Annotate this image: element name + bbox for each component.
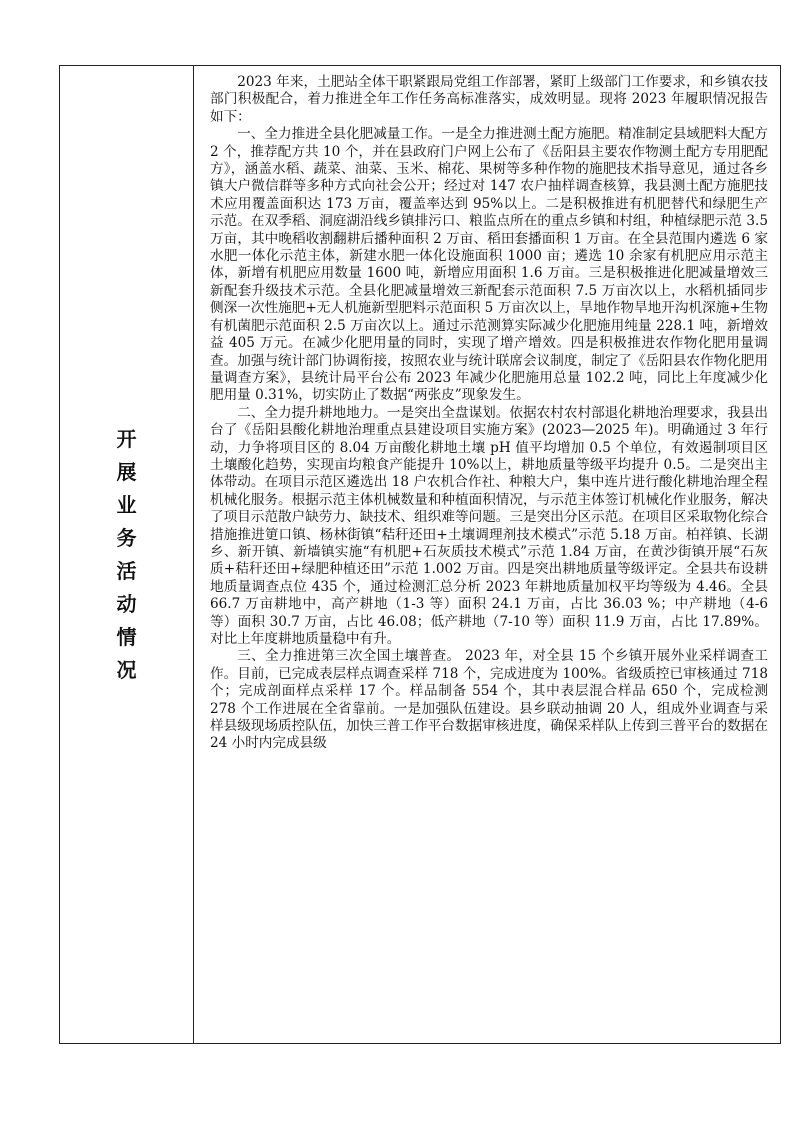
section-label-char: 务 — [116, 525, 137, 550]
report-table — [59, 65, 781, 1044]
section-label-char: 业 — [116, 492, 137, 517]
fertilizer-reduction-paragraph: 一、全力推进全县化肥减量工作。一是全力推进测土配方施肥。精准制定县域肥料大配方 2 个，推荐配方共 10 个，并在县政府门户网上公布了《岳阳县主要农作物测土配方专用肥配方》，涵盖水稻、蔬菜、油菜、玉米、棉花、果树等多种作物的施肥技术指导意见，通过各乡镇大户微信群等多种方式向社会公开；经过对 147 农户抽样调查核算，我县测土配方施肥技术应用覆盖面积达 173 万亩，覆盖率达到 95%以上。二是积极推进有机肥替代和绿肥生产示范。在双季稻、洞庭湖沿线乡镇排污口、粮监点所在的重点乡镇和村组，种植绿肥示范 3.5 万亩，其中晚稻收割翻耕后播种面积 2 万亩、稻田套播面积 1 万亩。在全县范围内遴选 6 家水肥一体化示范主体，新建水肥一体化设施面积 1000 亩；遴选 10 余家有机肥应用示范主体，新增有机肥应用数量 1600 吨，新增应用面积 1.6 万亩。三是积极推进化肥减量增效三新配套升级技术示范。全县化肥减量增效三新配套示范面积 7.5 万亩次以上，水稻机插同步侧深一次性施肥+无人机施新型肥料示范面积 5 万亩次以上，旱地作物旱地开沟机深施+生物有机菌肥示范面积 2.5 万亩次以上。通过示范测算实际减少化肥施用纯量 228.1 吨，新增效益 405 万元。在减少化肥用量的同时，实现了增产增效。四是积极推进农作物化肥用量调查。加强与统计部门协调衔接，按照农业与统计联席会议制度，制定了《岳阳县农作物化肥用量调查方案》，县统计局平台公布 2023 年减少化肥施用总量 102.2 吨，同比上年度减少化肥用量 0.31%，切实防止了数据“两张皮”现象发生。 — [210, 126, 768, 404]
section-label-char: 动 — [116, 591, 137, 616]
section-label-char: 展 — [116, 459, 137, 484]
section-label — [117, 423, 137, 687]
section-label-char: 况 — [116, 657, 137, 682]
section-label-char: 活 — [116, 558, 137, 583]
section-label-char: 开 — [116, 426, 137, 451]
soil-census-paragraph: 三、全力推进第三次全国土壤普查。 2023 年，对全县 15 个乡镇开展外业采样调查工作。目前，已完成表层样点调查采样 718 个，完成进度为 100%。省级质控已审核通过 718 个；完成剖面样点采样 17 个。样品制备 554 个，其中表层混合样品 650 个，完成检测 278 个工作进展在全省靠前。一是加强队伍建设。县乡联动抽调 20 人，组成外业调查与采样县级现场质控队伍，加快三普工作平台数据审核进度，确保采样队上传到三普平台的数据在 24 小时内完成县级 — [210, 648, 768, 752]
section-content-cell — [194, 66, 780, 1043]
intro-paragraph: 2023 年来，土肥站全体干职紧跟局党组工作部署，紧盯上级部门工作要求，和乡镇农技部门积极配合，着力推进全年工作任务高标准落实，成效明显。现将 2023 年履职情况报告如下： — [210, 74, 768, 125]
section-label-char: 情 — [116, 624, 137, 649]
section-label-cell — [60, 66, 194, 1043]
soil-fertility-paragraph: 二、全力提升耕地地力。一是突出全盘谋划。依据农村农村部退化耕地治理要求，我县出台了《岳阳县酸化耕地治理重点县建设项目实施方案》(2023—2025 年)。明确通过 3 年行动，力争将项目区的 8.04 万亩酸化耕地土壤 pH 值平均增加 0.5 个单位，有效遏制项目区土壤酸化趋势，实现亩均粮食产能提升 10%以上，耕地质量等级平均提升 0.5。二是突出主体带动。在项目示范区遴选出 18 户农机合作社、种粮大户，集中连片进行酸化耕地治理全程机械化服务。根据示范主体机械数量和种植面积情况，与示范主体签订机械化作业服务，解决了项目示范散户缺劳力、缺技术、组织难等问题。三是突出分区示范。在项目区采取物化综合措施推进筻口镇、杨林街镇“秸秆还田+土壤调理剂技术模式”示范 5.18 万亩。柏祥镇、长湖乡、新开镇、新墙镇实施“有机肥+石灰质技术模式”示范 1.84 万亩，在黄沙街镇开展“石灰质+秸秆还田+绿肥种植还田”示范 1.002 万亩。四是突出耕地质量等级评定。全县共布设耕地质量调查点位 435 个，通过检测汇总分析 2023 年耕地质量加权平均等级为 4.46。全县 66.7 万亩耕地中，高产耕地（1-3 等）面积 24.1 万亩，占比 36.03 %；中产耕地（4-6 等）面积 30.7 万亩，占比 46.08；低产耕地（7-10 等）面积 11.9 万亩，占比 17.89%。对比上年度耕地质量稳中有升。 — [210, 404, 768, 647]
